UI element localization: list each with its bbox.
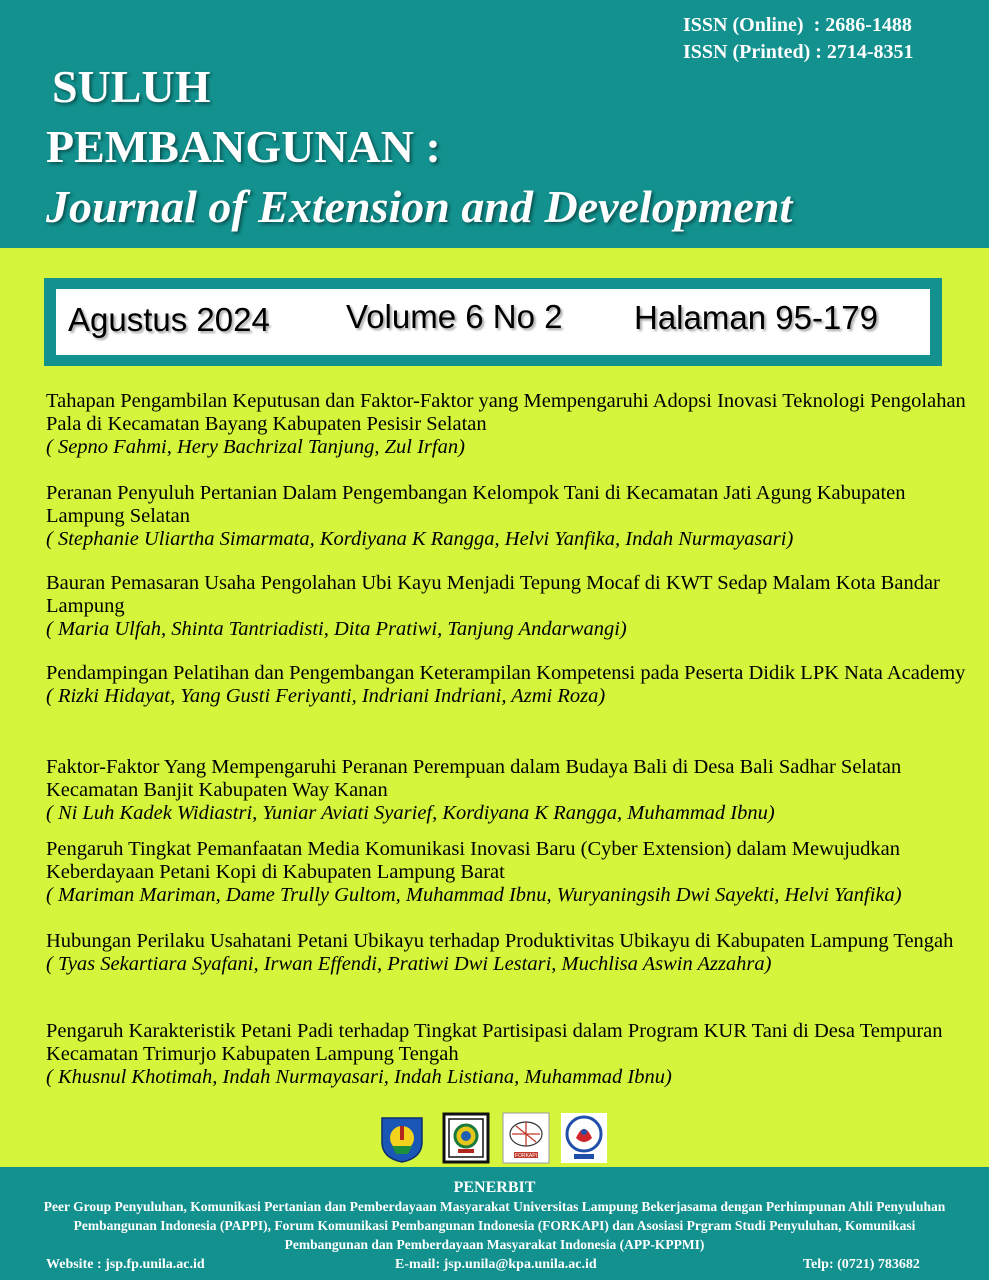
forkapi-logo: [502, 1112, 550, 1164]
article-authors: ( Stephanie Uliartha Simarmata, Kordiyana K Rangga, Helvi Yanfika, Indah Nurmayasari): [46, 528, 794, 550]
article-title: Pendampingan Pelatihan dan Pengembangan Keterampilan Kompetensi pada Peserta Didik LPK Nata Academy: [46, 662, 966, 684]
publisher-footer: [0, 1167, 989, 1280]
app-kppmi-logo: [560, 1112, 608, 1164]
pappi-logo: [442, 1112, 490, 1164]
article-title: Bauran Pemasaran Usaha Pengolahan Ubi Kayu Menjadi Tepung Mocaf di KWT Sedap Malam Kota Bandar Lampung: [46, 572, 940, 617]
article-item: [46, 572, 976, 641]
article-item: [46, 930, 976, 976]
journal-title-line1: SULUH: [52, 61, 211, 112]
email-link[interactable]: E-mail: jsp.unila@kpa.unila.ac.id: [395, 1257, 597, 1272]
issue-banner: [44, 278, 942, 366]
journal-header: [0, 0, 989, 248]
article-item: [46, 662, 976, 708]
article-title: Peranan Penyuluh Pertanian Dalam Pengembangan Kelompok Tani di Kecamatan Jati Agung Kabupaten Lampung Selatan: [46, 482, 906, 527]
issn-block: [683, 12, 914, 66]
article-title: Hubungan Perilaku Usahatani Petani Ubikayu terhadap Produktivitas Ubikayu di Kabupaten Lampung Tengah: [46, 930, 954, 952]
article-item: [46, 482, 976, 551]
issue-date: Agustus 2024: [68, 301, 270, 338]
publisher-heading: PENERBIT: [453, 1179, 536, 1196]
article-authors: ( Mariman Mariman, Dame Trully Gultom, Muhammad Ibnu, Wuryaningsih Dwi Sayekti, Helvi Yanfika): [46, 884, 902, 906]
journal-title-line2: PEMBANGUNAN :: [46, 121, 441, 172]
issn-printed: ISSN (Printed) : 2714-8351: [683, 41, 914, 63]
article-authors: ( Khusnul Khotimah, Indah Nurmayasari, Indah Listiana, Muhammad Ibnu): [46, 1066, 672, 1088]
article-authors: ( Sepno Fahmi, Hery Bachrizal Tanjung, Zul Irfan): [46, 436, 465, 458]
forkapi-label: FORKAPI: [515, 1153, 537, 1159]
article-item: [46, 756, 976, 825]
issue-volume: Volume 6 No 2: [346, 298, 563, 335]
article-title: Pengaruh Tingkat Pemanfaatan Media Komunikasi Inovasi Baru (Cyber Extension) dalam Mewujudkan Keberdayaan Petani Kopi di Kabupaten Lampung Barat: [46, 838, 901, 883]
phone-number: Telp: (0721) 783682: [803, 1257, 920, 1272]
article-authors: ( Maria Ulfah, Shinta Tantriadisti, Dita Pratiwi, Tanjung Andarwangi): [46, 618, 627, 640]
article-item: [46, 1020, 976, 1089]
issue-pages: Halaman 95-179: [634, 299, 878, 336]
article-item: [46, 838, 976, 907]
issn-online: ISSN (Online) : 2686-1488: [683, 14, 912, 36]
journal-subtitle: Journal of Extension and Development: [46, 181, 793, 232]
universitas-lampung-logo: [378, 1112, 426, 1164]
article-authors: ( Tyas Sekartiara Syafani, Irwan Effendi, Pratiwi Dwi Lestari, Muchlisa Aswin Azzahra): [46, 953, 772, 975]
article-title: Pengaruh Karakteristik Petani Padi terhadap Tingkat Partisipasi dalam Program KUR Tani di Desa Tempuran Kecamatan Trimurjo Kabupaten Lampung Tengah: [46, 1020, 943, 1065]
article-authors: ( Ni Luh Kadek Widiastri, Yuniar Aviati Syarief, Kordiyana K Rangga, Muhammad Ibnu): [46, 802, 775, 824]
article-authors: ( Rizki Hidayat, Yang Gusti Feriyanti, Indriani Indriani, Azmi Roza): [46, 685, 606, 707]
issue-box: [56, 289, 930, 355]
article-title: Faktor-Faktor Yang Mempengaruhi Peranan Perempuan dalam Budaya Bali di Desa Bali Sadhar Selatan Kecamatan Banjit Kabupaten Way Kanan: [46, 756, 902, 801]
website-link[interactable]: Website : jsp.fp.unila.ac.id: [46, 1257, 205, 1272]
partner-logos: [378, 1112, 618, 1168]
publisher-description: Peer Group Penyuluhan, Komunikasi Pertanian dan Pemberdayaan Masyarakat Universitas Lampung Bekerjasama dengan Perhimpunan Ahli Penyuluhan Pembangunan Indonesia (PAPPI), Forum Komunikasi Pembangunan Indonesia (FORKAPI) dan Asosiasi Prgram Studi Penyuluhan, Komunikasi Pembangunan dan Pemberdayaan Masyarakat Indonesia (APP-KPPMI): [43, 1199, 946, 1252]
article-title: Tahapan Pengambilan Keputusan dan Faktor-Faktor yang Mempengaruhi Adopsi Inovasi Teknologi Pengolahan Pala di Kecamatan Bayang Kabupaten Pesisir Selatan: [46, 390, 966, 435]
article-item: [46, 390, 976, 459]
